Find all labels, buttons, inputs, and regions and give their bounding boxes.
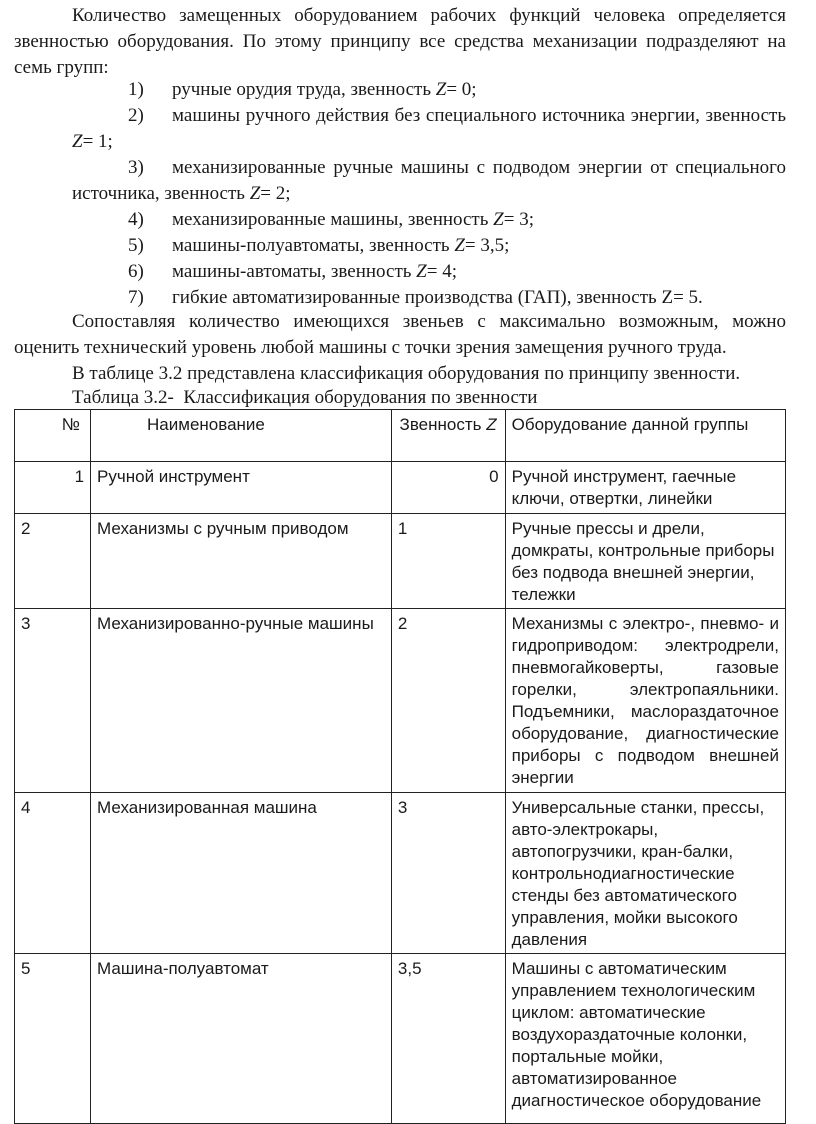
row-equipment: Механизмы с электро-, пневмо- и гидроприводом: электродрели, пневмогайковерты, газовые горелки, электропаяльники. Подъемники, маслораздаточное оборудование, диагностические приборы с подводом внешней энергии [505,609,785,793]
table-row [15,954,786,1124]
row-zvennost: 1 [391,514,505,609]
group-text: машины-полуавтоматы, звенность Z= 3,5; [172,235,510,256]
row-name: Механизированная машина [91,793,392,954]
group-text: машины ручного действия без специального источника энергии, звенность Z= 1; [72,105,786,152]
table-row [15,609,786,793]
group-text: ручные орудия труда, звенность Z= 0; [172,79,477,100]
group-text: машины-автоматы, звенность Z= 4; [172,261,457,282]
row-num: 4 [15,793,91,954]
row-num: 1 [15,462,91,514]
group-item-2 [14,103,786,155]
row-name: Машина-полуавтомат [91,954,392,1124]
table-reference-paragraph: В таблице 3.2 представлена классификация оборудования по принципу звенности. [72,363,741,384]
row-zvennost: 2 [391,609,505,793]
row-zvennost: 3 [391,793,505,954]
header-name: Наименование [91,410,392,462]
row-num: 2 [15,514,91,609]
group-number: 6) [128,261,144,282]
group-text: гибкие автоматизированные производства (ГАП), звенность Z= 5. [172,287,703,308]
intro-paragraph: Количество замещенных оборудованием рабочих функций человека определяется звенностью оборудования. По этому принципу все средства механизации подразделяют на семь групп: [14,5,786,78]
row-zvennost: 0 [391,462,505,514]
row-name: Механизированно-ручные машины [91,609,392,793]
group-number: 1) [128,79,144,100]
group-number: 7) [128,287,144,308]
classification-table [14,409,786,1124]
group-number: 5) [128,235,144,256]
row-equipment: Машины с автоматическим управлением технологическим циклом: автоматические воздухораздаточные колонки, портальные мойки, автоматизированное диагностическое оборудование [505,954,785,1124]
table-row [15,514,786,609]
group-number: 4) [128,209,144,230]
row-name: Ручной инструмент [91,462,392,514]
row-zvennost: 3,5 [391,954,505,1124]
row-name: Механизмы с ручным приводом [91,514,392,609]
group-number: 3) [128,157,144,178]
table-row [15,793,786,954]
row-equipment: Универсальные станки, прессы, авто-электрокары, автопогрузчики, кран-балки, контрольнодиагностические стенды без автоматического управления, мойки высокого давления [505,793,785,954]
table-row [15,462,786,514]
row-num: 3 [15,609,91,793]
header-equipment: Оборудование данной группы [505,410,785,462]
table-header-row [15,410,786,462]
table-caption: Таблица 3.2- Классификация оборудования по звенности [72,387,538,408]
row-equipment: Ручные прессы и дрели, домкраты, контрольные приборы без подвода внешней энергии, тележки [505,514,785,609]
row-equipment: Ручной инструмент, гаечные ключи, отвертки, линейки [505,462,785,514]
header-num: № [15,410,91,462]
group-text: механизированные ручные машины с подводом энергии от специального источника, звенность Z= 2; [72,157,786,204]
compare-paragraph: Сопоставляя количество имеющихся звеньев с максимально возможным, можно оценить технический уровень любой машины с точки зрения замещения ручного труда. [14,311,786,358]
group-item-3 [14,155,786,207]
row-num: 5 [15,954,91,1124]
header-zvennost: Звенность Z [391,410,505,462]
group-text: механизированные машины, звенность Z= 3; [172,209,534,230]
group-number: 2) [128,105,144,126]
